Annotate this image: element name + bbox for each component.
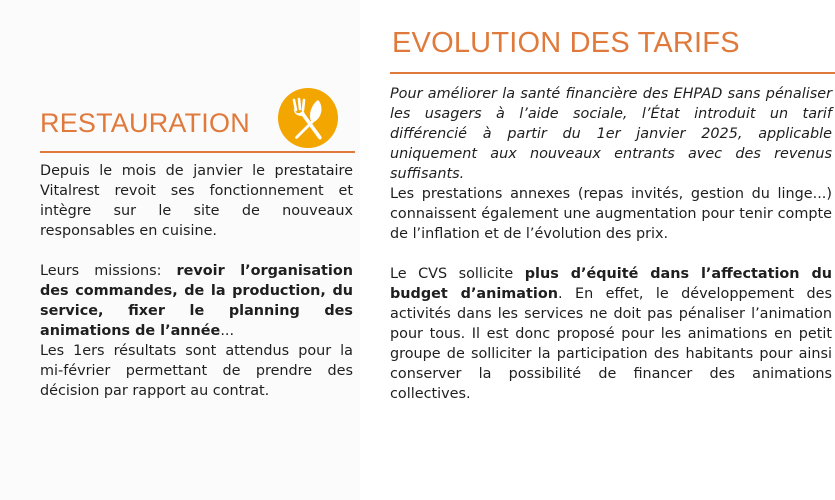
tarifs-body <box>390 84 832 404</box>
restauration-title: RESTAURATION <box>40 108 250 138</box>
restauration-section <box>0 0 360 500</box>
restauration-body <box>40 161 353 401</box>
tarifs-para1: Pour améliorer la santé financière des EHPAD sans pénaliser les usagers à l’aide sociale, l’État introduit un tarif différencié à partir du 1er janvier 2025, applicable uniquement aux nouveaux entrants avec des revenus suffisants. <box>390 86 832 182</box>
restauration-rule <box>40 151 355 153</box>
restauration-para2 <box>40 261 353 341</box>
restauration-para1: Depuis le mois de janvier le prestataire Vitalrest revoit ses fonctionnement et intègre sur le site de nouveaux responsables en cuisine. <box>40 163 353 239</box>
tarifs-rule <box>390 72 835 74</box>
tarifs-para2: Les prestations annexes (repas invités, gestion du linge...) connaissent également une augmentation pour tenir compte de l’inflation et de l’évolution des prix. <box>390 186 832 242</box>
tarifs-para3-bold: plus d’équité dans l’affectation du budget d’animation <box>390 266 832 302</box>
tarifs-para3 <box>390 264 832 404</box>
restauration-para2-bold: revoir l’organisation des commandes, de la production, du service, fixer le planning des animations de l’année <box>40 263 353 339</box>
tarifs-section <box>376 0 835 500</box>
restauration-para2-tail: ... <box>220 323 235 339</box>
tarifs-title: EVOLUTION DES TARIFS <box>392 27 740 59</box>
cutlery-icon <box>278 88 338 148</box>
tarifs-para3-tail: . En effet, le développement des activités dans les services ne doit pas pénaliser l’animation pour tous. Il est donc proposé pour les animations en petit groupe de solliciter la participation des habitants pour ainsi conserver la possibilité de financer des animations collectives. <box>390 286 832 402</box>
tarifs-para3-lead: Le CVS sollicite <box>390 266 525 282</box>
restauration-para3: Les 1ers résultats sont attendus pour la mi-février permettant de prendre des décision par rapport au contrat. <box>40 343 353 399</box>
restauration-para2-lead: Leurs missions: <box>40 263 177 279</box>
